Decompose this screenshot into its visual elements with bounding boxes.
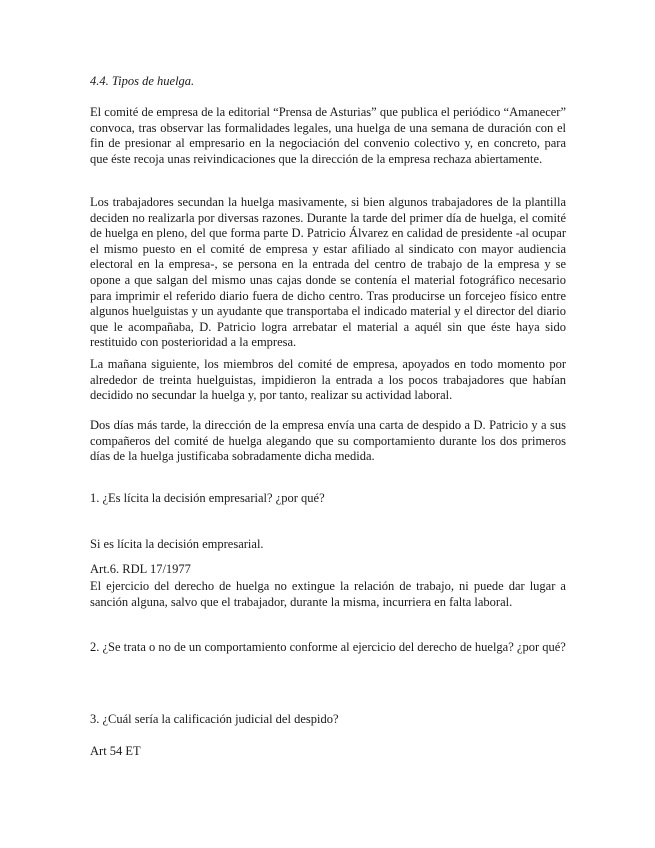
paragraph-3: La mañana siguiente, los miembros del comité de empresa, apoyados en todo momento por alrededor de treinta huelguistas, impidieron la entrada a los pocos trabajadores que habían decidido no secundar la huelga y, por tanto, realizar su actividad laboral. xyxy=(90,357,566,403)
section-title: 4.4. Tipos de huelga. xyxy=(90,74,195,88)
article-reference: Art.6. RDL 17/1977 xyxy=(90,562,191,576)
answer-1: Si es lícita la decisión empresarial. xyxy=(90,537,264,551)
question-1: 1. ¿Es lícita la decisión empresarial? ¿por qué? xyxy=(90,491,325,505)
article-text: El ejercicio del derecho de huelga no extingue la relación de trabajo, ni puede dar lugar a sanción alguna, salvo que el trabajador, durante la misma, incurriera en falta laboral. xyxy=(90,579,566,609)
answer-3-reference: Art 54 ET xyxy=(90,744,141,758)
paragraph-4: Dos días más tarde, la dirección de la empresa envía una carta de despido a D. Patricio y a sus compañeros del comité de huelga alegando que su comportamiento durante los dos primeros días de la huelga justificaba sobradamente dicha medida. xyxy=(90,418,566,464)
question-3: 3. ¿Cuál sería la calificación judicial del despido? xyxy=(90,712,339,726)
question-2: 2. ¿Se trata o no de un comportamiento conforme al ejercicio del derecho de huelga? ¿por qué? xyxy=(90,640,566,654)
paragraph-1: El comité de empresa de la editorial “Prensa de Asturias” que publica el periódico “Amanecer” convoca, tras observar las formalidades legales, una huelga de una semana de duración con el fin de presionar al empresario en la negociación del convenio colectivo y, en concreto, para que éste recoja unas reivindicaciones que la dirección de la empresa rechaza abiertamente. xyxy=(90,105,566,166)
paragraph-2: Los trabajadores secundan la huelga masivamente, si bien algunos trabajadores de la plantilla deciden no realizarla por diversas razones. Durante la tarde del primer día de huelga, el comité de huelga en pleno, del que forma parte D. Patricio Álvarez en calidad de presidente -al ocupar el mismo puesto en el comité de empresa y estar afiliado al sindicato con mayor audiencia electoral en la empresa-, se persona en la entrada del centro de trabajo de la empresa y se opone a que salgan del mismo unas cajas donde se contenía el material fotográfico necesario para imprimir el referido diario fuera de dicho centro. Tras producirse un forcejeo físico entre algunos huelguistas y un ayudante que transportaba el indicado material y el director del diario que le acompañaba, D. Patricio logra arrebatar el material a aquél sin que éste haya sido restituido con posterioridad a la empresa. xyxy=(90,195,566,350)
